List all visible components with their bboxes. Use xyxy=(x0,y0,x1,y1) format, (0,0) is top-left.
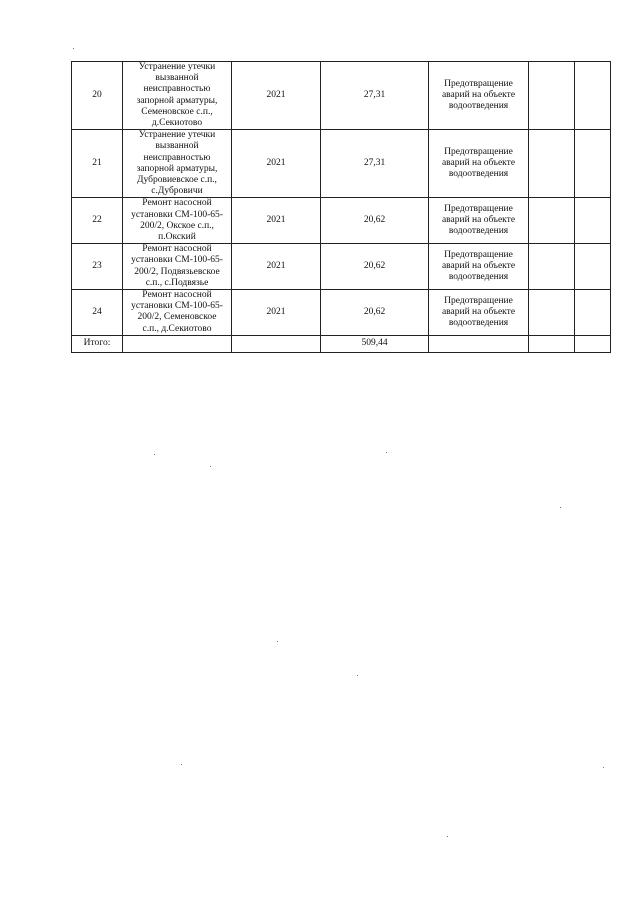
scan-speck xyxy=(560,507,561,508)
work-purpose-line: аварий на объекте xyxy=(441,215,516,226)
work-description-line: с.п., с.Подвязье xyxy=(145,277,209,288)
total-row xyxy=(72,335,611,352)
work-amount: 20,62 xyxy=(321,198,429,244)
table-row xyxy=(72,62,611,130)
total-empty-cell xyxy=(575,335,611,352)
work-description-line: 200/2, Окское с.п., xyxy=(140,220,214,231)
total-label: Итого: xyxy=(72,335,123,352)
empty-cell xyxy=(529,290,575,336)
works-table xyxy=(71,61,611,353)
work-purpose-line: Предотвращение xyxy=(444,249,513,260)
row-number: 22 xyxy=(72,198,123,244)
work-purpose-line: Предотвращение xyxy=(444,204,513,215)
work-description-line: Дубровиевское с.п., xyxy=(137,175,217,186)
work-purpose-line: Предотвращение xyxy=(444,295,513,306)
work-description xyxy=(123,244,232,290)
row-number: 23 xyxy=(72,244,123,290)
work-purpose-line: водоотведения xyxy=(448,101,509,112)
total-amount: 509,44 xyxy=(321,335,429,352)
work-purpose-line: аварий на объекте xyxy=(441,261,516,272)
work-description-line: Семеновское с.п., xyxy=(141,106,213,117)
work-year: 2021 xyxy=(232,244,321,290)
work-year: 2021 xyxy=(232,130,321,198)
scan-speck xyxy=(277,641,278,642)
empty-cell xyxy=(575,62,611,130)
work-description-line: запорной арматуры, xyxy=(136,163,218,174)
row-number: 24 xyxy=(72,290,123,336)
row-number: 21 xyxy=(72,130,123,198)
empty-cell xyxy=(575,290,611,336)
work-description-line: Ремонт насосной xyxy=(142,290,212,301)
work-description xyxy=(123,62,232,130)
work-purpose-line: аварий на объекте xyxy=(441,90,516,100)
work-year: 2021 xyxy=(232,62,321,130)
work-purpose xyxy=(429,130,529,198)
empty-cell xyxy=(575,244,611,290)
total-empty-cell xyxy=(232,335,321,352)
empty-cell xyxy=(575,198,611,244)
work-purpose-line: Предотвращение xyxy=(444,78,513,89)
work-description-line: Ремонт насосной xyxy=(142,244,212,255)
work-amount: 20,62 xyxy=(321,290,429,336)
work-description-line: неисправностью xyxy=(143,152,211,163)
work-year: 2021 xyxy=(232,198,321,244)
row-number: 20 xyxy=(72,62,123,130)
table-body xyxy=(72,62,611,336)
scan-speck xyxy=(181,764,182,765)
work-purpose xyxy=(429,244,529,290)
work-purpose xyxy=(429,62,529,130)
work-amount: 27,31 xyxy=(321,62,429,130)
work-year: 2021 xyxy=(232,290,321,336)
work-amount: 27,31 xyxy=(321,130,429,198)
total-empty-cell xyxy=(123,335,232,352)
total-empty-cell xyxy=(429,335,529,352)
scan-speck xyxy=(357,675,358,676)
work-description-line: п.Окский xyxy=(158,232,196,243)
table-row xyxy=(72,198,611,244)
work-purpose-line: Предотвращение xyxy=(444,147,513,158)
work-description xyxy=(123,290,232,336)
work-description xyxy=(123,198,232,244)
work-purpose-line: водоотведения xyxy=(448,226,509,237)
work-description-line: запорной арматуры, xyxy=(136,95,218,106)
empty-cell xyxy=(529,198,575,244)
work-description-line: д.Секиотово xyxy=(151,118,203,129)
total-empty-cell xyxy=(529,335,575,352)
work-purpose-line: аварий на объекте xyxy=(441,306,516,317)
work-purpose-line: водоотведения xyxy=(448,272,509,283)
empty-cell xyxy=(575,130,611,198)
scan-speck xyxy=(603,767,604,768)
empty-cell xyxy=(529,62,575,130)
work-description-line: с.п., д.Секиотово xyxy=(142,323,212,334)
table-row xyxy=(72,244,611,290)
work-amount: 20,62 xyxy=(321,244,429,290)
work-purpose-line: водоотведения xyxy=(448,169,509,180)
empty-cell xyxy=(529,130,575,198)
scan-speck xyxy=(154,454,155,455)
work-description-line: неисправностью xyxy=(143,84,211,95)
work-description-line: установки СМ-100-65- xyxy=(131,301,223,312)
empty-cell xyxy=(529,244,575,290)
work-purpose xyxy=(429,198,529,244)
table-row xyxy=(72,290,611,336)
work-description xyxy=(123,130,232,198)
work-description-line: вызванной xyxy=(155,73,199,84)
work-description-line: Ремонт насосной xyxy=(142,198,212,209)
work-description-line: 200/2, Подвязьевское xyxy=(134,266,220,277)
work-purpose-line: аварий на объекте xyxy=(441,158,516,169)
table-row xyxy=(72,130,611,198)
work-description-line: Устранение утечки xyxy=(138,130,216,141)
scan-speck xyxy=(447,836,448,837)
work-description-line: установки СМ-100-65- xyxy=(131,255,223,266)
scan-speck xyxy=(73,48,74,49)
scan-speck xyxy=(210,466,211,467)
work-description-line: Устранение утечки xyxy=(138,62,216,72)
work-purpose xyxy=(429,290,529,336)
work-description-line: вызванной xyxy=(155,141,199,152)
work-description-line: установки СМ-100-65- xyxy=(131,209,223,220)
work-purpose-line: водоотведения xyxy=(448,318,509,329)
work-description-line: 200/2, Семеновское xyxy=(137,312,217,323)
scan-speck xyxy=(386,452,387,453)
work-description-line: с.Дубровичи xyxy=(151,186,203,197)
